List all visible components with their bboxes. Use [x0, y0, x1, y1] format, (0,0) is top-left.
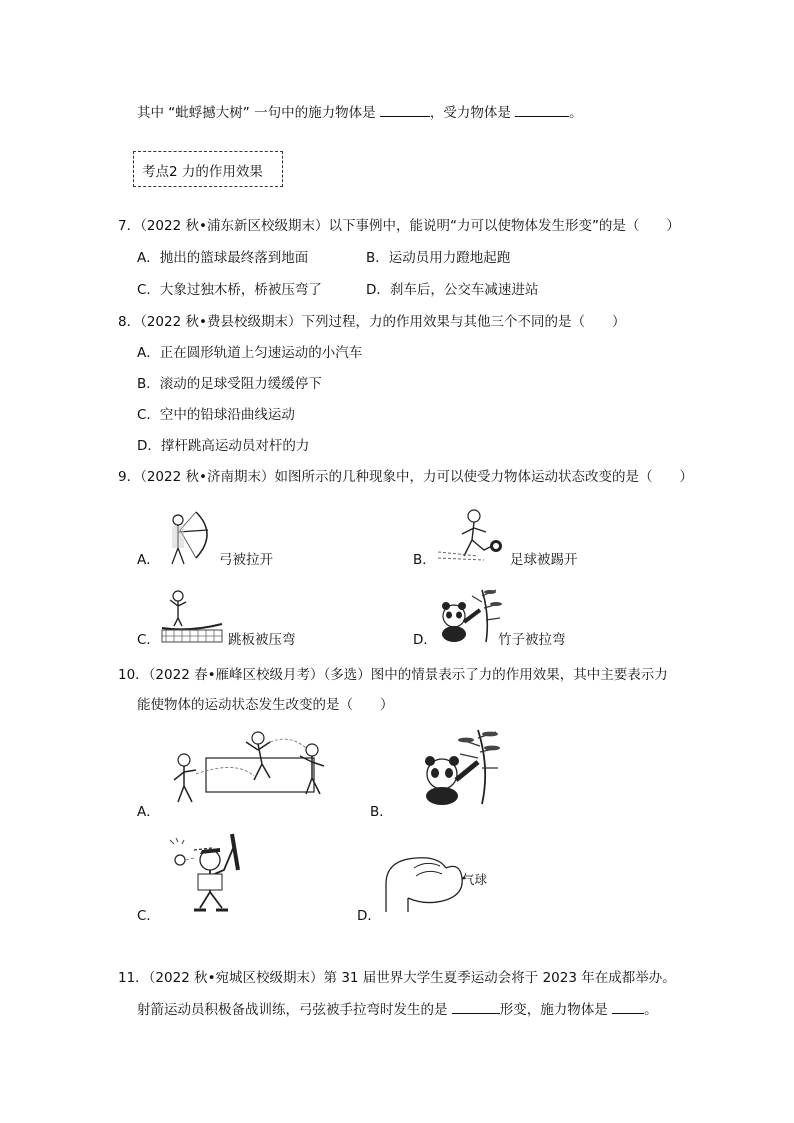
q9-option-c[interactable]: C． — [137, 632, 160, 648]
q6-tail-text: 其中 “蚍蜉撼大树” 一句中的施力物体是 — [137, 105, 376, 121]
q9-option-c-caption: 跳板被压弯 — [228, 632, 296, 648]
q7-option-d[interactable]: D．刹车后，公交车减速进站 — [366, 282, 539, 298]
section-tag-label: 考点2 力的作用效果 — [142, 164, 263, 180]
q7-stem: 7．（2022 秋•浦东新区校级期末）以下事例中，能说明“力可以使物体发生形变”的是（ ） — [118, 218, 680, 234]
q9-option-a-caption: 弓被拉开 — [219, 552, 273, 568]
q10-option-b[interactable]: B． — [370, 804, 393, 820]
q6-tail-end: 。 — [569, 105, 583, 121]
q10-stem-line2: 能使物体的运动状态发生改变的是（ ） — [137, 697, 394, 713]
q6-tail-line — [137, 102, 583, 123]
q9-stem: 9．（2022 秋•济南期末）如图所示的几种现象中，力可以使受力物体运动状态改变的是（ ） — [118, 469, 693, 485]
volleyball-players-figure — [166, 730, 334, 806]
q11-stem-line1: 11．（2022 秋•宛城区校级期末）第 31 届世界大学生夏季运动会将于 2023 年在成都举办。 — [118, 970, 676, 986]
q8-option-a[interactable]: A．正在圆形轨道上匀速运动的小汽车 — [137, 345, 363, 361]
panda-bamboo-figure-large — [400, 728, 500, 806]
section-tag-box — [133, 151, 283, 187]
q9-option-b-caption: 足球被踢开 — [510, 552, 578, 568]
baseball-batter-figure — [164, 830, 250, 916]
q10-option-d[interactable]: D． — [357, 908, 381, 924]
q9-option-d-caption: 竹子被拉弯 — [498, 632, 566, 648]
q11-stem-line2 — [137, 999, 658, 1020]
q11-text-c: 。 — [644, 1002, 658, 1018]
panda-bamboo-figure — [436, 586, 502, 644]
diving-board-figure — [160, 588, 224, 644]
answer-blank[interactable] — [452, 999, 500, 1014]
q11-text-a: 射箭运动员积极备战训练，弓弦被手拉弯时发生的是 — [137, 1002, 448, 1018]
answer-blank[interactable] — [515, 102, 569, 117]
q8-stem: 8．（2022 秋•费县校级期末）下列过程，力的作用效果与其他三个不同的是（ ） — [118, 314, 626, 330]
q11-text-b: 形变，施力物体是 — [499, 1002, 608, 1018]
balloon-label: 气球 — [462, 872, 488, 887]
q8-option-b[interactable]: B．滚动的足球受阻力缓缓停下 — [137, 376, 322, 392]
archer-bow-figure — [160, 508, 220, 568]
q7-option-b[interactable]: B．运动员用力蹬地起跑 — [366, 250, 511, 266]
hands-squeezing-balloon-figure — [386, 854, 472, 912]
football-kick-figure — [434, 506, 510, 564]
q8-option-d[interactable]: D．撑杆跳高运动员对杆的力 — [137, 438, 310, 454]
q9-option-d[interactable]: D． — [413, 632, 437, 648]
q9-option-a[interactable]: A． — [137, 552, 160, 568]
q7-option-c[interactable]: C．大象过独木桥，桥被压弯了 — [137, 282, 322, 298]
answer-blank[interactable] — [380, 102, 430, 117]
q10-option-c[interactable]: C． — [137, 908, 160, 924]
q8-option-c[interactable]: C．空中的铅球沿曲线运动 — [137, 407, 295, 423]
q9-option-b[interactable]: B． — [413, 552, 436, 568]
q6-tail-mid: ，受力物体是 — [429, 105, 511, 121]
q7-option-a[interactable]: A．抛出的篮球最终落到地面 — [137, 250, 309, 266]
answer-blank[interactable] — [612, 999, 644, 1014]
q10-option-a[interactable]: A． — [137, 804, 160, 820]
q10-stem-line1: 10．（2022 春•雁峰区校级月考）（多选）图中的情景表示了力的作用效果，其中主要表示力 — [118, 667, 668, 683]
